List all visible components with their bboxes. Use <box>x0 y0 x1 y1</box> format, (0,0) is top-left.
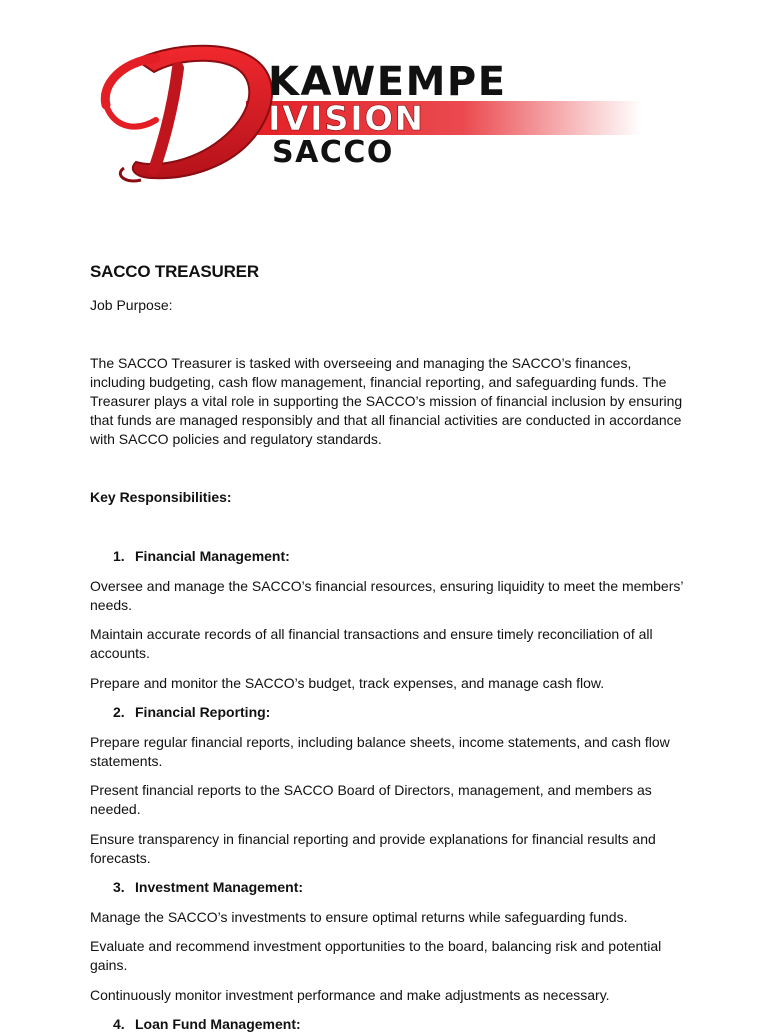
section-title: Loan Fund Management: <box>135 1016 301 1032</box>
list-item: Present financial reports to the SACCO Board of Directors, management, and members as needed. <box>90 782 652 817</box>
section-heading <box>90 1015 690 1034</box>
list-item: Prepare and monitor the SACCO’s budget, track expenses, and manage cash flow. <box>90 674 605 691</box>
list-item: Continuously monitor investment performance and make adjustments as necessary. <box>90 986 610 1003</box>
list-item: Evaluate and recommend investment opportunities to the board, balancing risk and potential gains. <box>90 938 662 973</box>
section-number: 2. <box>113 704 125 720</box>
job-purpose-paragraph: The SACCO Treasurer is tasked with overseeing and managing the SACCO’s finances, including budgeting, cash flow management, financial reporting, and safeguarding funds. The Treasurer plays a vital role in supporting the SACCO’s mission of financial inclusion by ensuring that funds are managed responsibly and that all financial activities are conducted in accordance with SACCO policies and regulatory standards. <box>90 355 683 447</box>
key-responsibilities-label: Key Responsibilities: <box>90 489 232 505</box>
section-title: Investment Management: <box>135 879 304 895</box>
logo-line3-text: SACCO <box>272 135 394 170</box>
kawempe-division-sacco-logo <box>96 40 656 190</box>
section-number: 3. <box>113 879 125 895</box>
section-number: 1. <box>113 548 125 564</box>
document-content <box>90 262 690 1034</box>
section-title: Financial Management: <box>135 548 290 564</box>
list-item: Oversee and manage the SACCO’s financial resources, ensuring liquidity to meet the members’ needs. <box>90 577 683 613</box>
responsibilities-list <box>90 547 690 1034</box>
job-purpose-label: Job Purpose: <box>90 297 173 313</box>
logo-d-mark <box>105 46 272 181</box>
section-heading <box>90 703 690 722</box>
list-item: Prepare regular financial reports, including balance sheets, income statements, and cash flow statements. <box>90 733 670 769</box>
logo-line1-text: KAWEMPE <box>268 59 507 105</box>
list-item: Ensure transparency in financial reporting and provide explanations for financial results and forecasts. <box>90 830 656 866</box>
section-heading <box>90 878 690 897</box>
list-item: Manage the SACCO’s investments to ensure optimal returns while safeguarding funds. <box>90 908 628 925</box>
section-title: Financial Reporting: <box>135 704 271 720</box>
section-heading <box>90 547 690 566</box>
logo-graphic <box>96 40 656 190</box>
list-item: Maintain accurate records of all financial transactions and ensure timely reconciliation of all accounts. <box>90 626 653 661</box>
page-title: SACCO TREASURER <box>90 262 259 281</box>
section-number: 4. <box>113 1016 125 1032</box>
logo-line2-text: IVISION <box>268 99 425 139</box>
